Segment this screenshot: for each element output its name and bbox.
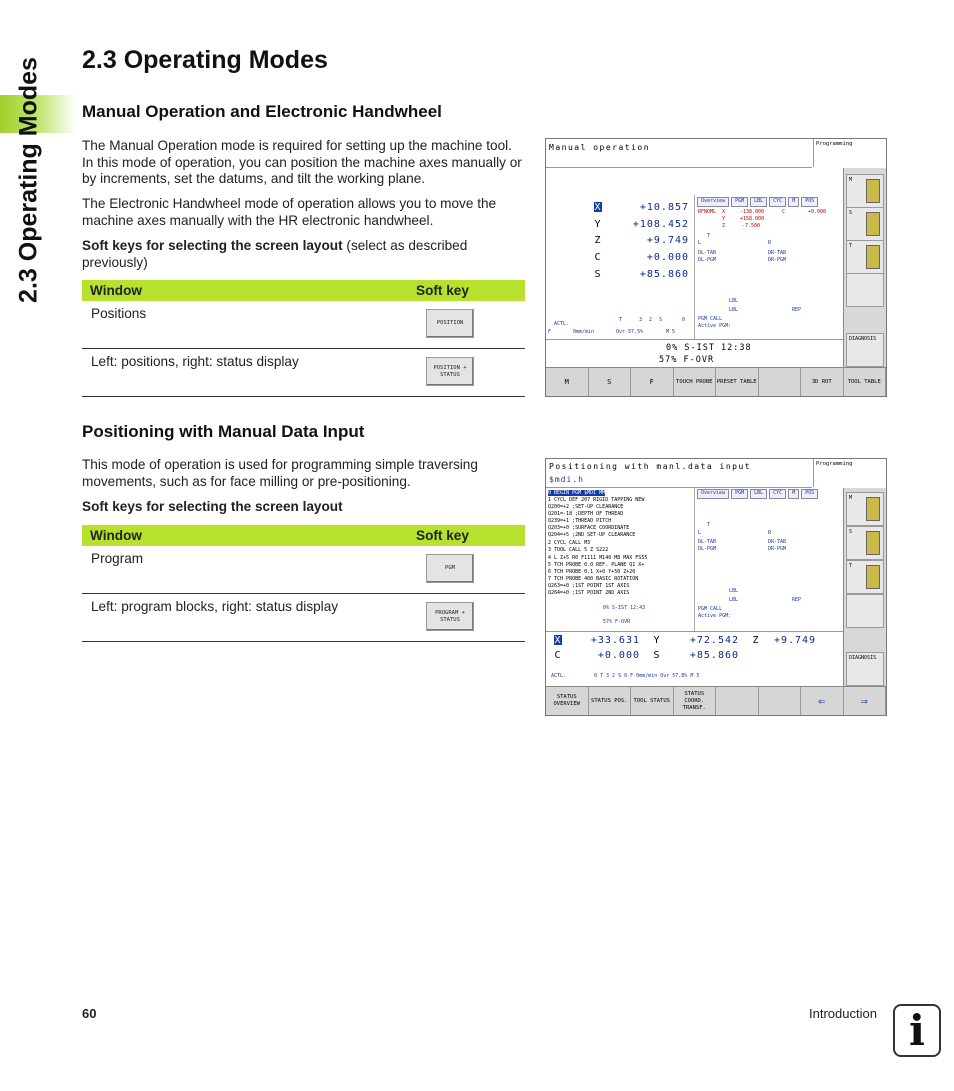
tab-m[interactable]: M bbox=[788, 489, 799, 499]
program-line[interactable]: 5 TCH PROBE 0.0 REF. PLANE Q1 X+ bbox=[548, 562, 645, 568]
position-row: S +85.860 bbox=[594, 269, 690, 280]
manual-paragraph-3: Soft keys for selecting the screen layout (select as described previously) bbox=[82, 238, 468, 270]
tab-cyc[interactable]: CYC bbox=[769, 197, 786, 207]
table-row bbox=[82, 349, 525, 397]
arrow-left-icon: ⇐ bbox=[818, 693, 826, 708]
t-button[interactable]: T bbox=[846, 240, 884, 274]
screen-title: Positioning with manl.data input bbox=[549, 462, 752, 471]
softkey-page-back[interactable] bbox=[801, 687, 844, 715]
right-softkey-bar bbox=[843, 488, 886, 687]
status-panel: Overview PGM LBL CYC M POS RFNOML X -138.000 C +0.000 Y +158.000 Z -7.500 T L R DL-TAB DR-TAB DL-PGM DR-PGM LBL LBL REP PGM CALL Active PGM: bbox=[694, 195, 841, 340]
table-cell-window: Left: positions, right: status display bbox=[82, 349, 408, 397]
spindle-status-line: 0% S-IST 12:38 bbox=[666, 343, 752, 353]
page-title: 2.3 Operating Modes bbox=[82, 46, 328, 74]
info-icon: i bbox=[893, 1004, 941, 1057]
tab-pos[interactable]: POS bbox=[801, 489, 818, 499]
right-softkey-bar bbox=[843, 168, 886, 368]
softkey-3d-rot[interactable]: 3D ROT bbox=[801, 368, 844, 396]
mdi-screenshot: Positioning with manl.data input $mdi.h Programming 0 BEGIN PGM $MDI MM 1 CYCL DEF 207 RIGID TAPPING NEW Q200=+2 ;SET-UP CLEARANCE Q201=-18 ;DEPTH OF THREAD Q239=+1 ;THREAD PITCH Q203=+0 ;SURFACE COORDINATE Q204=+5 ;2ND SET-UP CLEARANCE 2 CYCL CALL M3 3 TOOL CALL 5 Z S222 4 L Z+5 R0 F1111 M140 M8 MAX FS55 5 TCH PROBE 0.0 REF. PLANE Q1 X+ 6 TCH PROBE 0.1 X+0 Y+50 Z+20 7 TCH PROBE 400 BASIC ROTATION Q263=+0 ;1ST POINT 1ST AXIS Q264=+0 ;1ST POINT 2ND AXIS Overview PGM LBL CYC M POS T L R DL-TAB DR-TAB DL-PGM DR-PGM LBL LBL REP PGM CALL Active PGM: 0% S-IST 12:43 57% F-OVR X +33.631 Y +72.542 Z +9.749 C +0.000 S +85.860 ACTL. 0 T 3 2 S 0 F 0mm/min Ovr 57.8% M 5 M S T DIAGNOSIS STATUS OVERVIEW STATUS POS. TOOL STATUS STATUS COORD. TRANSF. ⇐ ⇒ bbox=[545, 458, 887, 716]
softkey-m[interactable]: M bbox=[546, 368, 589, 396]
program-line[interactable]: 2 CYCL CALL M3 bbox=[548, 540, 591, 546]
m-button[interactable]: M bbox=[846, 174, 884, 208]
page-number: 60 bbox=[82, 1006, 97, 1021]
softkey-empty[interactable] bbox=[716, 687, 759, 715]
softkey-f[interactable]: F bbox=[631, 368, 674, 396]
status-panel: Overview PGM LBL CYC M POS T L R DL-TAB DR-TAB DL-PGM DR-PGM LBL LBL REP PGM CALL Active PGM: bbox=[694, 487, 841, 632]
softkey-tool-status[interactable]: TOOL STATUS bbox=[631, 687, 674, 715]
softkey-tool-table[interactable]: TOOL TABLE bbox=[844, 368, 887, 396]
s-button[interactable]: S bbox=[846, 207, 884, 241]
t-button[interactable]: T bbox=[846, 560, 884, 594]
feed-override-line: 57% F-OVR bbox=[659, 355, 715, 365]
program-line[interactable]: Q203=+0 ;SURFACE COORDINATE bbox=[548, 525, 630, 531]
program-status-softkey[interactable]: PROGRAM + STATUS bbox=[426, 602, 474, 631]
manual-heading: Manual Operation and Electronic Handwheel bbox=[82, 102, 442, 121]
tab-lbl[interactable]: LBL bbox=[750, 197, 767, 207]
table-cell-window: Positions bbox=[82, 301, 408, 349]
pgm-softkey[interactable]: PGM bbox=[426, 554, 474, 583]
s-button[interactable]: S bbox=[846, 526, 884, 560]
table-row bbox=[82, 594, 525, 642]
feed-override-line: 57% F-OVR bbox=[603, 619, 631, 625]
actl-line: 0 T 3 2 S 0 F 0mm/min Ovr 57.8% M 5 bbox=[594, 673, 700, 679]
position-status-softkey[interactable]: POSITION + STATUS bbox=[426, 357, 474, 386]
program-filename: $mdi.h bbox=[549, 475, 584, 484]
chapter-name: Introduction bbox=[809, 1006, 877, 1021]
softkey-preset-table[interactable]: PRESET TABLE bbox=[716, 368, 759, 396]
softkey-empty[interactable] bbox=[759, 368, 802, 396]
empty-button[interactable] bbox=[846, 273, 884, 307]
tab-pgm[interactable]: PGM bbox=[731, 197, 748, 207]
tab-overview[interactable]: Overview bbox=[697, 197, 729, 207]
table-header-window: Window bbox=[82, 280, 408, 301]
position-row: C +0.000 S +85.860 bbox=[554, 650, 740, 661]
program-line[interactable]: Q239=+1 ;THREAD PITCH bbox=[548, 518, 612, 524]
bottom-softkey-bar bbox=[546, 367, 886, 396]
diagnosis-button[interactable]: DIAGNOSIS bbox=[846, 652, 884, 686]
table-row bbox=[82, 301, 525, 349]
position-row: X +33.631 Y +72.542 Z +9.749 bbox=[554, 635, 817, 646]
program-line[interactable]: 0 BEGIN PGM $MDI MM bbox=[548, 490, 606, 496]
diagnosis-button[interactable]: DIAGNOSIS bbox=[846, 333, 884, 367]
mdi-paragraph-2: Soft keys for selecting the screen layout bbox=[82, 499, 343, 514]
mdi-softkey-table bbox=[82, 525, 525, 642]
softkey-s[interactable]: S bbox=[589, 368, 632, 396]
softkey-empty[interactable] bbox=[759, 687, 802, 715]
table-header-window: Window bbox=[82, 525, 408, 546]
manual-operation-screenshot: Manual operation Programming X +10.857 Y +108.452 Z +9.749 C +0.000 S +85.860 Overview PGM LBL CYC M POS RFNOML X -138.000 C +0.000 Y +158.000 Z -7.500 T L R DL-TAB DR-TAB DL-PGM DR-PGM LBL LBL REP PGM CALL Active PGM: ACTL. T 3 2 S 0 F 0mm/min Ovr 57.5% M 5 0% S-IST 12:38 57% F-OVR M S T DIAGNOSIS M S F TOUCH PROBE PRESET TABLE 3D ROT TOOL TABLE bbox=[545, 138, 887, 397]
softkey-status-overview[interactable]: STATUS OVERVIEW bbox=[546, 687, 589, 715]
manual-softkey-table bbox=[82, 280, 525, 397]
programming-indicator: Programming bbox=[813, 459, 885, 487]
softkey-touch-probe[interactable]: TOUCH PROBE bbox=[674, 368, 717, 396]
program-line[interactable]: 3 TOOL CALL 5 Z S222 bbox=[548, 547, 609, 553]
tab-pos[interactable]: POS bbox=[801, 197, 818, 207]
spindle-status-line: 0% S-IST 12:43 bbox=[603, 605, 646, 611]
tab-overview[interactable]: Overview bbox=[697, 489, 729, 499]
position-row: X +10.857 bbox=[594, 202, 690, 213]
arrow-right-icon: ⇒ bbox=[860, 693, 868, 708]
manual-paragraph-2: The Electronic Handwheel mode of operation allows you to move the machine axes manually with the HR electronic handwheel. bbox=[82, 196, 497, 228]
bottom-softkey-bar bbox=[546, 686, 886, 715]
program-line[interactable]: 4 L Z+5 R0 F1111 M140 M8 MAX FS55 bbox=[548, 555, 648, 561]
softkey-page-forward[interactable] bbox=[844, 687, 887, 715]
manual-paragraph-1: The Manual Operation mode is required for setting up the machine tool. In this mode of operation, you can position the machine axes manually or by increments, set the datums, and tilt the working plane. bbox=[82, 138, 522, 186]
table-header-softkey: Soft key bbox=[408, 280, 525, 301]
program-line[interactable]: Q200=+2 ;SET-UP CLEARANCE bbox=[548, 504, 624, 510]
m-button[interactable]: M bbox=[846, 492, 884, 526]
tab-m[interactable]: M bbox=[788, 197, 799, 207]
mdi-heading: Positioning with Manual Data Input bbox=[82, 422, 365, 441]
table-cell-window: Left: program blocks, right: status display bbox=[82, 594, 408, 642]
program-line[interactable]: Q264=+0 ;1ST POINT 2ND AXIS bbox=[548, 590, 630, 596]
program-line[interactable]: 1 CYCL DEF 207 RIGID TAPPING NEW bbox=[548, 497, 645, 503]
position-softkey[interactable]: POSITION bbox=[426, 309, 474, 338]
table-cell-window: Program bbox=[82, 546, 408, 594]
status-tabs bbox=[697, 197, 820, 207]
program-listing bbox=[546, 489, 694, 601]
side-chapter-label: 2.3 Operating Modes bbox=[14, 57, 43, 303]
position-row: Z +9.749 bbox=[594, 235, 690, 246]
empty-button[interactable] bbox=[846, 594, 884, 628]
position-row: C +0.000 bbox=[594, 252, 690, 263]
softkey-status-coord-transf[interactable]: STATUS COORD. TRANSF. bbox=[674, 687, 717, 715]
programming-indicator: Programming bbox=[813, 139, 885, 167]
program-line[interactable]: Q204=+5 ;2ND SET-UP CLEARANCE bbox=[548, 532, 636, 538]
tab-cyc[interactable]: CYC bbox=[769, 489, 786, 499]
softkey-status-pos[interactable]: STATUS POS. bbox=[589, 687, 632, 715]
tab-pgm[interactable]: PGM bbox=[731, 489, 748, 499]
mdi-paragraph-1: This mode of operation is used for programming simple traversing movements, such as for face milling or pre-positioning. bbox=[82, 457, 478, 489]
status-tabs bbox=[697, 489, 820, 499]
position-row: Y +108.452 bbox=[594, 219, 690, 230]
program-line[interactable]: Q263=+0 ;1ST POINT 1ST AXIS bbox=[548, 583, 630, 589]
tab-lbl[interactable]: LBL bbox=[750, 489, 767, 499]
screen-title: Manual operation bbox=[549, 143, 651, 152]
table-header-softkey: Soft key bbox=[408, 525, 525, 546]
program-line[interactable]: 7 TCH PROBE 400 BASIC ROTATION bbox=[548, 576, 639, 582]
program-line[interactable]: Q201=-18 ;DEPTH OF THREAD bbox=[548, 511, 624, 517]
program-line[interactable]: 6 TCH PROBE 0.1 X+0 Y+50 Z+20 bbox=[548, 569, 636, 575]
table-row bbox=[82, 546, 525, 594]
